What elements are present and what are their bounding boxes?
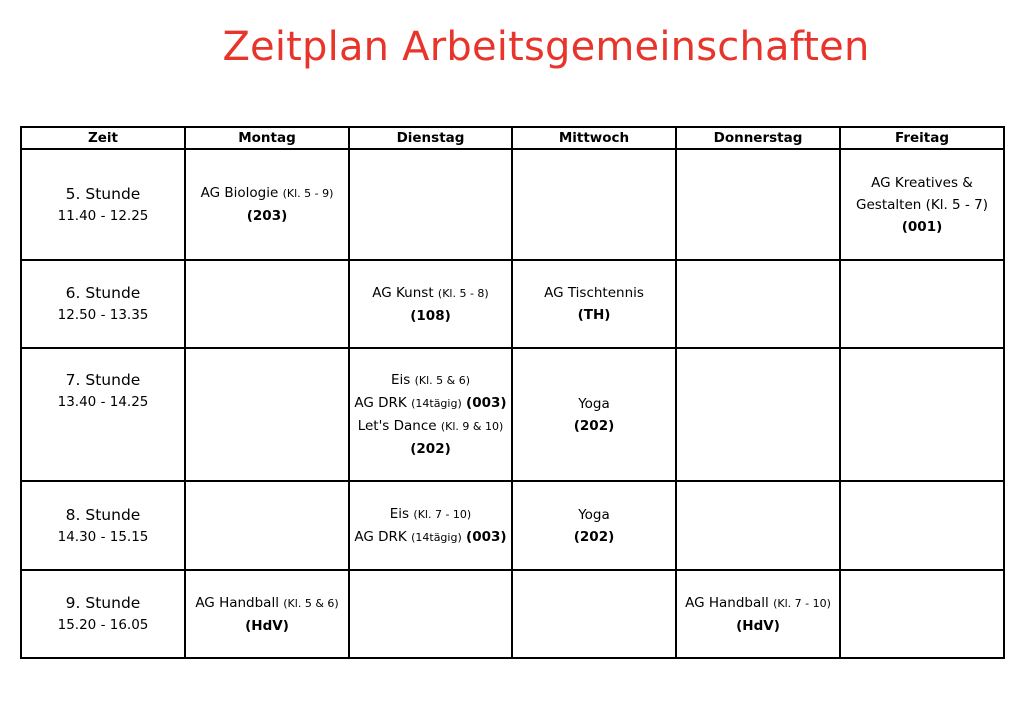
room-label: (108): [410, 307, 451, 324]
cell-dienstag: [349, 570, 512, 658]
cell-dienstag: [349, 348, 512, 481]
ag-name: Eis: [390, 372, 411, 388]
stunde-label: 6. Stunde: [65, 284, 141, 302]
ag-entry: [354, 503, 507, 526]
ag-name: AG Biologie: [200, 185, 279, 201]
cell-montag: [185, 570, 349, 658]
ag-entry: [190, 592, 344, 615]
table-row: [21, 348, 1004, 481]
ag-name-cont: Gestalten: [856, 196, 922, 213]
header-montag: Montag: [185, 127, 349, 149]
ag-entry: [845, 194, 999, 216]
ag-klasse: (Kl. 9 & 10): [440, 420, 504, 433]
cell-montag: [185, 348, 349, 481]
header-mittwoch: Mittwoch: [512, 127, 676, 149]
header-dienstag: Dienstag: [349, 127, 512, 149]
ag-entry: [190, 182, 344, 205]
time-range: 11.40 - 12.25: [57, 207, 149, 224]
ag-name: AG Handball: [685, 594, 769, 611]
zeit-cell: [21, 260, 185, 348]
stunde-label: 8. Stunde: [65, 505, 141, 524]
ag-klasse: (Kl. 7 - 10): [773, 596, 831, 610]
ag-entry: [354, 392, 507, 415]
ag-entry: [681, 592, 835, 615]
cell-freitag: [840, 570, 1004, 658]
ag-note: (14tägig): [411, 397, 462, 410]
cell-donnerstag: [676, 570, 840, 658]
header-zeit: Zeit: [21, 127, 185, 149]
table-row: [21, 481, 1004, 570]
ag-name: Eis: [389, 505, 410, 522]
room-label: (001): [901, 218, 943, 235]
cell-mittwoch: [512, 570, 676, 658]
time-range: 13.40 - 14.25: [57, 394, 149, 410]
ag-klasse: (Kl. 5 - 7): [925, 196, 988, 213]
ag-name: AG Kreatives &: [871, 174, 973, 191]
cell-donnerstag: [676, 260, 840, 348]
cell-freitag: [840, 260, 1004, 348]
cell-montag: [185, 260, 349, 348]
ag-name: AG DRK: [354, 528, 407, 545]
ag-name: AG Kunst: [372, 284, 434, 301]
ag-klasse: (Kl. 5 - 8): [437, 286, 489, 300]
header-row: [21, 127, 1004, 149]
room-label: (003): [466, 528, 507, 545]
ag-note: (14tägig): [411, 530, 462, 544]
room-label: (003): [466, 395, 507, 411]
zeit-cell: [21, 481, 185, 570]
room-label: (202): [573, 417, 615, 434]
ag-name: Yoga: [578, 506, 610, 523]
time-range: 14.30 - 15.15: [57, 528, 149, 545]
ag-klasse: (Kl. 5 & 6): [283, 596, 339, 610]
cell-donnerstag: [676, 149, 840, 260]
schedule-table: [20, 126, 1005, 659]
ag-name: AG Handball: [195, 594, 279, 611]
ag-entry: [354, 369, 507, 392]
cell-freitag: [840, 481, 1004, 570]
cell-dienstag: [349, 481, 512, 570]
ag-name: AG Tischtennis: [544, 285, 644, 301]
stunde-label: 7. Stunde: [65, 371, 141, 389]
ag-klasse: (Kl. 5 - 9): [282, 187, 334, 200]
ag-entry: [354, 526, 507, 549]
time-range: 15.20 - 16.05: [57, 617, 149, 633]
ag-entry: [354, 282, 507, 305]
ag-entry: [354, 415, 507, 438]
cell-mittwoch: [512, 481, 676, 570]
room-label: (TH): [577, 307, 611, 323]
ag-name: AG DRK: [354, 395, 407, 411]
room-label: (202): [573, 528, 615, 545]
room-label: (202): [410, 441, 451, 457]
header-freitag: Freitag: [840, 127, 1004, 149]
cell-mittwoch: [512, 260, 676, 348]
cell-dienstag: [349, 149, 512, 260]
ag-klasse: (Kl. 7 - 10): [413, 507, 472, 521]
room-label: (203): [246, 208, 288, 224]
table-row: [21, 570, 1004, 658]
cell-montag: [185, 149, 349, 260]
zeit-cell: [21, 149, 185, 260]
cell-donnerstag: [676, 348, 840, 481]
cell-mittwoch: [512, 149, 676, 260]
cell-donnerstag: [676, 481, 840, 570]
header-donnerstag: Donnerstag: [676, 127, 840, 149]
cell-freitag: [840, 348, 1004, 481]
stunde-label: 9. Stunde: [65, 594, 141, 612]
ag-name: Let's Dance: [357, 418, 437, 434]
table-row: [21, 149, 1004, 260]
cell-freitag: [840, 149, 1004, 260]
ag-klasse: (Kl. 5 & 6): [414, 374, 471, 387]
stunde-label: 5. Stunde: [65, 184, 141, 203]
zeit-cell: [21, 348, 185, 481]
time-range: 12.50 - 13.35: [57, 307, 149, 323]
cell-dienstag: [349, 260, 512, 348]
room-label: (HdV): [736, 617, 780, 634]
room-label: (HdV): [245, 617, 289, 634]
page-title: Zeitplan Arbeitsgemeinschaften: [222, 24, 870, 70]
cell-montag: [185, 481, 349, 570]
ag-name: Yoga: [578, 395, 610, 412]
cell-mittwoch: [512, 348, 676, 481]
zeit-cell: [21, 570, 185, 658]
table-row: [21, 260, 1004, 348]
